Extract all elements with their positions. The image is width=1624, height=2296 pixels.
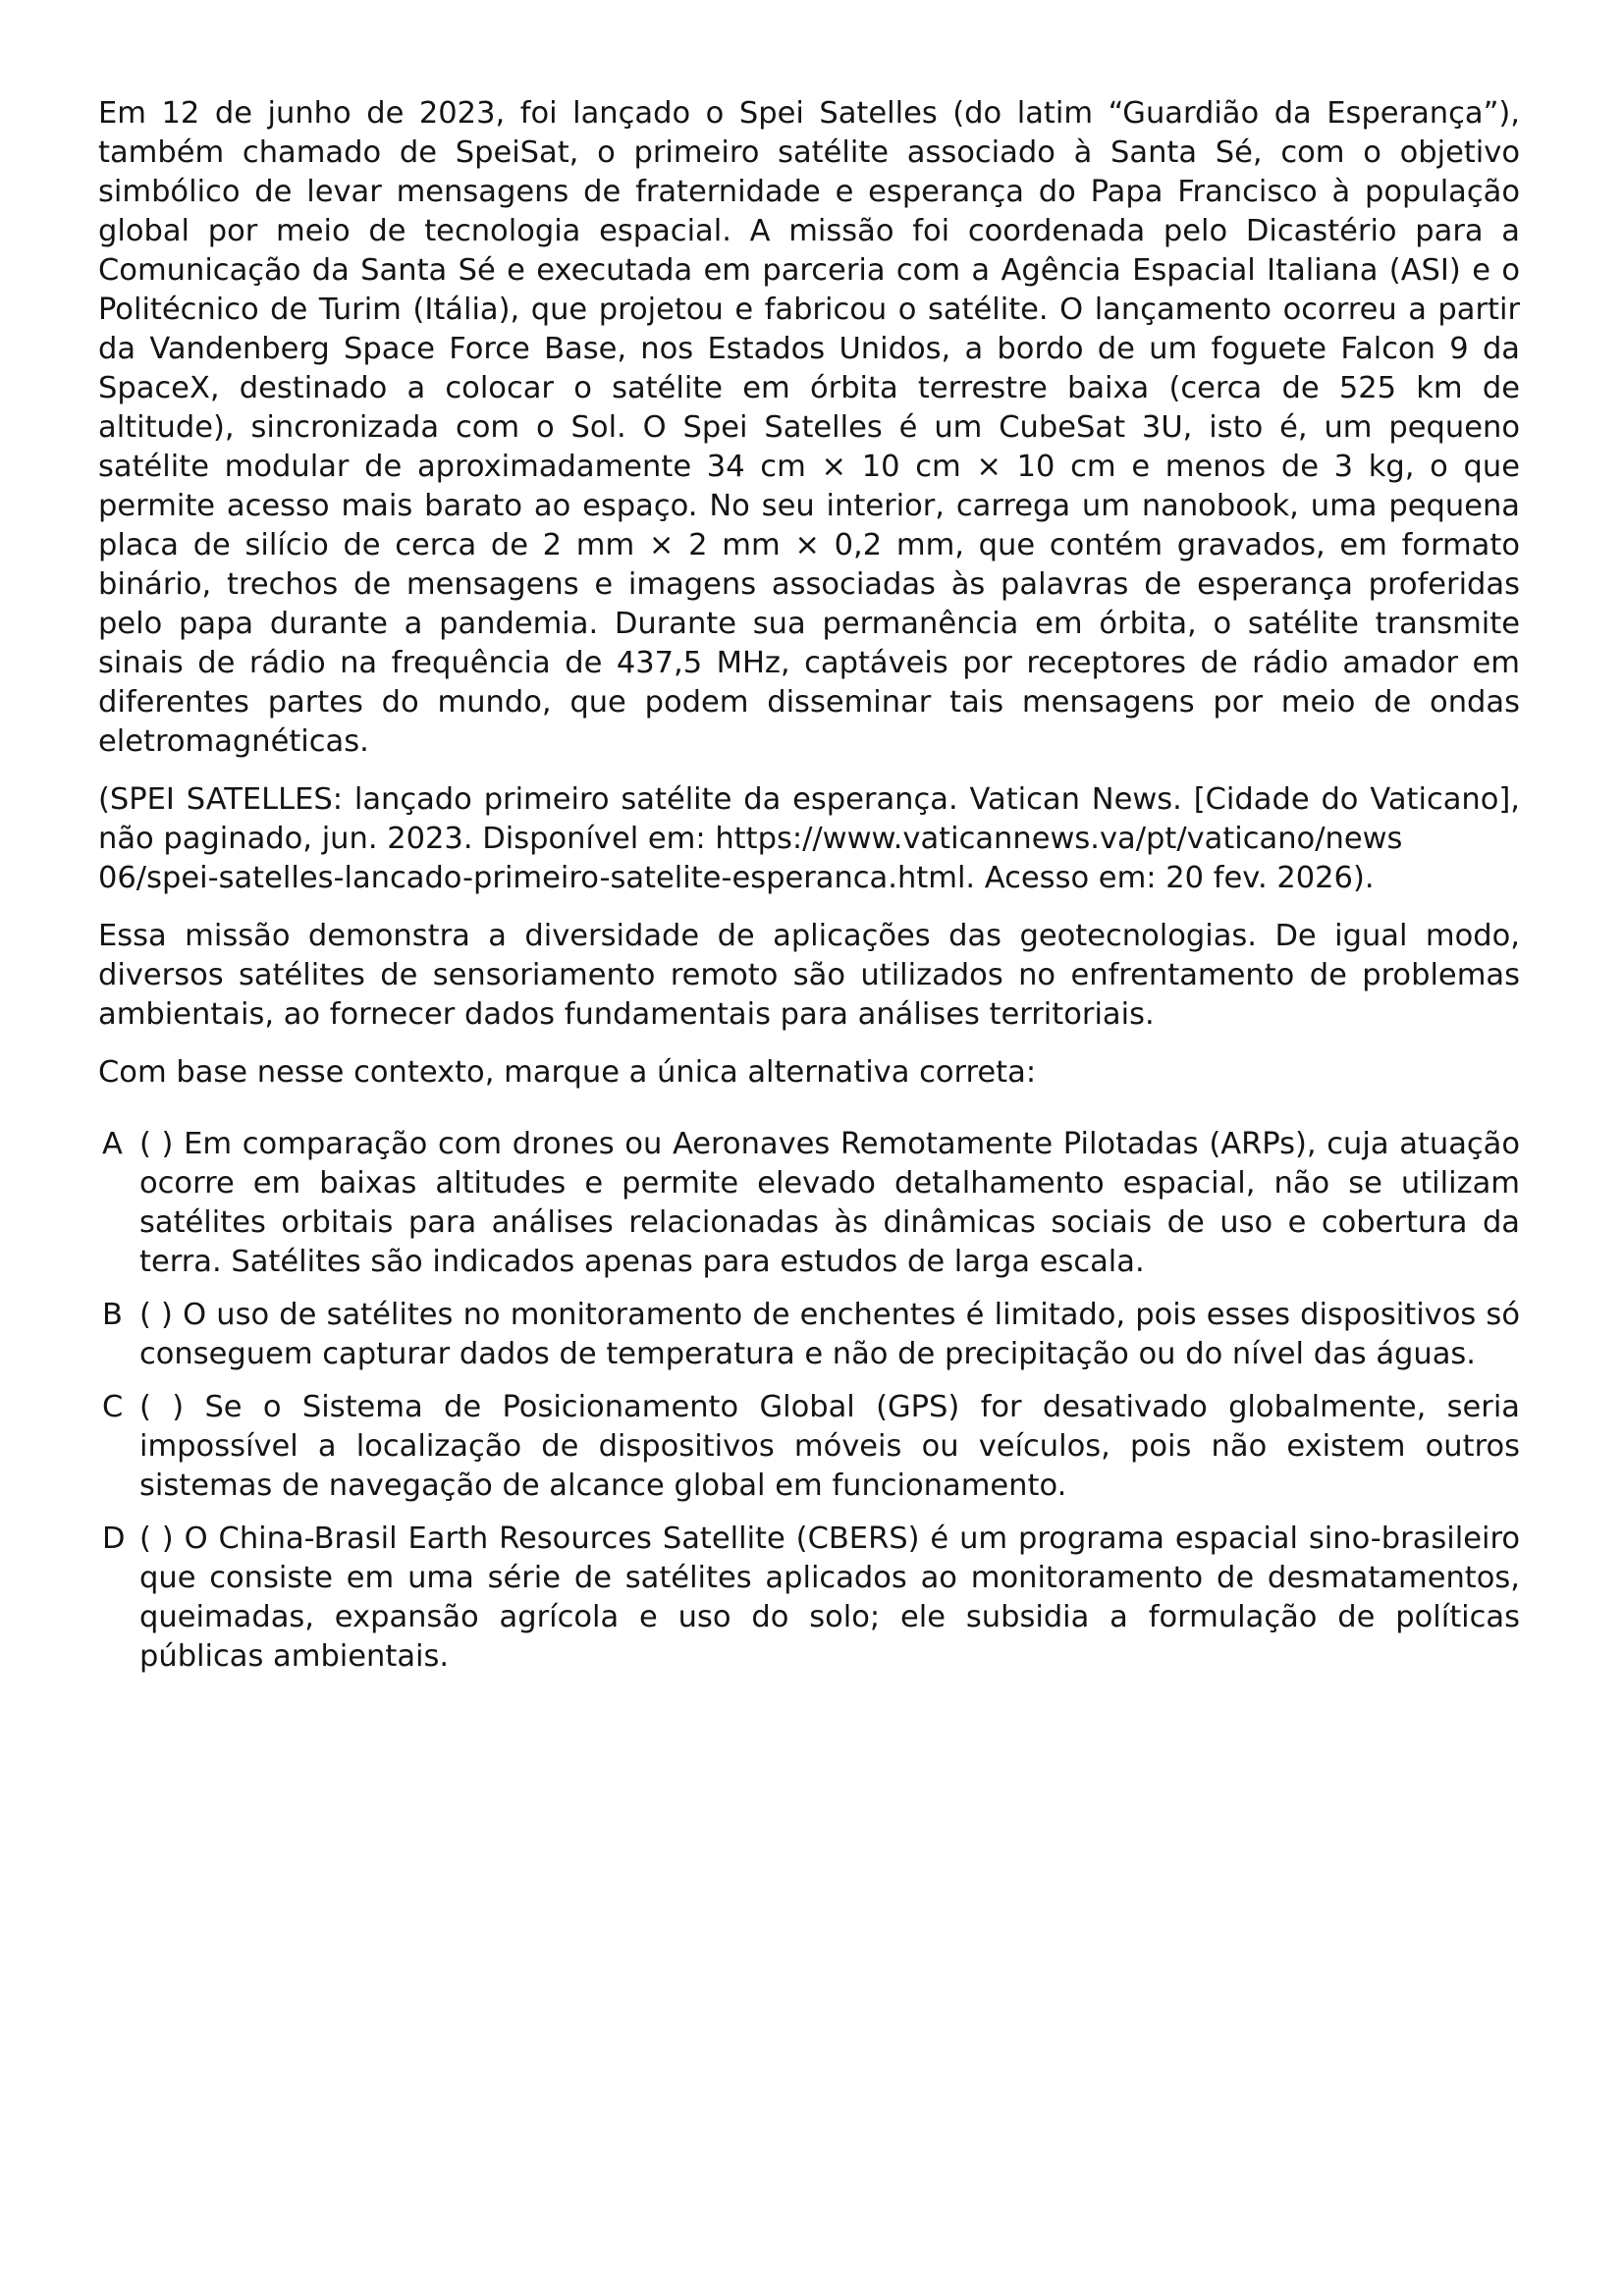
citation-url: https://www.vaticannews.va/pt/vaticano/news bbox=[715, 822, 1403, 856]
option-a[interactable] bbox=[98, 1125, 1520, 1282]
option-text: ( ) Em comparação com drones ou Aeronaves Remotamente Pilotadas (ARPs), cuja atuação ocorre em baixas altitudes e permite elevado detalhamento espacial, não se utilizam satélites orbitais para análises relacionadas às dinâmicas sociais de uso e cobertura da terra. Satélites são indicados apenas para estudos de larga escala. bbox=[139, 1127, 1520, 1279]
document-page bbox=[98, 94, 1520, 1690]
intro-paragraph: Em 12 de junho de 2023, foi lançado o Spei Satelles (do latim “Guardião da Esperança”), também chamado de SpeiSat, o primeiro satélite associado à Santa Sé, com o objetivo simbólico de levar mensagens de fraternidade e esperança do Papa Francisco à população global por meio de tecnologia espacial. A missão foi coordenada pelo Dicastério para a Comunicação da Santa Sé e executada em parceria com a Agência Espacial Italiana (ASI) e o Politécnico de Turim (Itália), que projetou e fabricou o satélite. O lançamento ocorreu a partir da Vandenberg Space Force Base, nos Estados Unidos, a bordo de um foguete Falcon 9 da SpaceX, destinado a colocar o satélite em órbita terrestre baixa (cerca de 525 km de altitude), sincronizada com o Sol. O Spei Satelles é um CubeSat 3U, isto é, um pequeno satélite modular de aproximadamente 34 cm × 10 cm × 10 cm e menos de 3 kg, o que permite acesso mais barato ao espaço. No seu interior, carrega um nanobook, uma pequena placa de silício de cerca de 2 mm × 2 mm × 0,2 mm, que contém gravados, em formato binário, trechos de mensagens e imagens associadas às palavras de esperança proferidas pelo papa durante a pandemia. Durante sua permanência em órbita, o satélite transmite sinais de rádio na frequência de 437,5 MHz, captáveis por receptores de rádio amador em diferentes partes do mundo, que podem disseminar tais mensagens por meio de ondas eletromagnéticas. bbox=[98, 96, 1520, 759]
option-d[interactable] bbox=[98, 1520, 1520, 1677]
citation bbox=[98, 780, 1520, 898]
option-c[interactable] bbox=[98, 1388, 1520, 1506]
question-prompt: Com base nesse contexto, marque a única alternativa correta: bbox=[98, 1055, 1037, 1090]
option-letter: B bbox=[102, 1298, 123, 1332]
answer-options bbox=[98, 1125, 1520, 1677]
citation-text: (SPEI SATELLES: lançado primeiro satélite da esperança. Vatican News. [Cidade do Vaticano], não paginado, jun. 2023. Disponível em: bbox=[98, 782, 1520, 856]
option-text: ( ) O China-Brasil Earth Resources Satellite (CBERS) é um programa espacial sino-brasileiro que consiste em uma série de satélites aplicados ao monitoramento de desmatamentos, queimadas, expansão agrícola e uso do solo; ele subsidia a formulação de políticas públicas ambientais. bbox=[139, 1522, 1520, 1674]
citation-tail: . Acesso em: 20 fev. 2026). bbox=[965, 861, 1375, 895]
option-text: ( ) Se o Sistema de Posicionamento Global (GPS) for desativado globalmente, seria impossível a localização de dispositivos móveis ou veículos, pois não existem outros sistemas de navegação de alcance global em funcionamento. bbox=[139, 1390, 1520, 1503]
option-letter: A bbox=[102, 1127, 123, 1161]
context-paragraph: Essa missão demonstra a diversidade de aplicações das geotecnologias. De igual modo, diversos satélites de sensoriamento remoto são utilizados no enfrentamento de problemas ambientais, ao fornecer dados fundamentais para análises territoriais. bbox=[98, 919, 1520, 1032]
citation-url-rest: 06/spei-satelles-lancado-primeiro-satelite-esperanca.html bbox=[98, 861, 966, 895]
option-text: ( ) O uso de satélites no monitoramento de enchentes é limitado, pois esses dispositivos só conseguem capturar dados de temperatura e não de precipitação ou do nível das águas. bbox=[139, 1298, 1520, 1371]
option-letter: C bbox=[102, 1390, 124, 1424]
option-b[interactable] bbox=[98, 1296, 1520, 1374]
option-letter: D bbox=[102, 1522, 126, 1556]
